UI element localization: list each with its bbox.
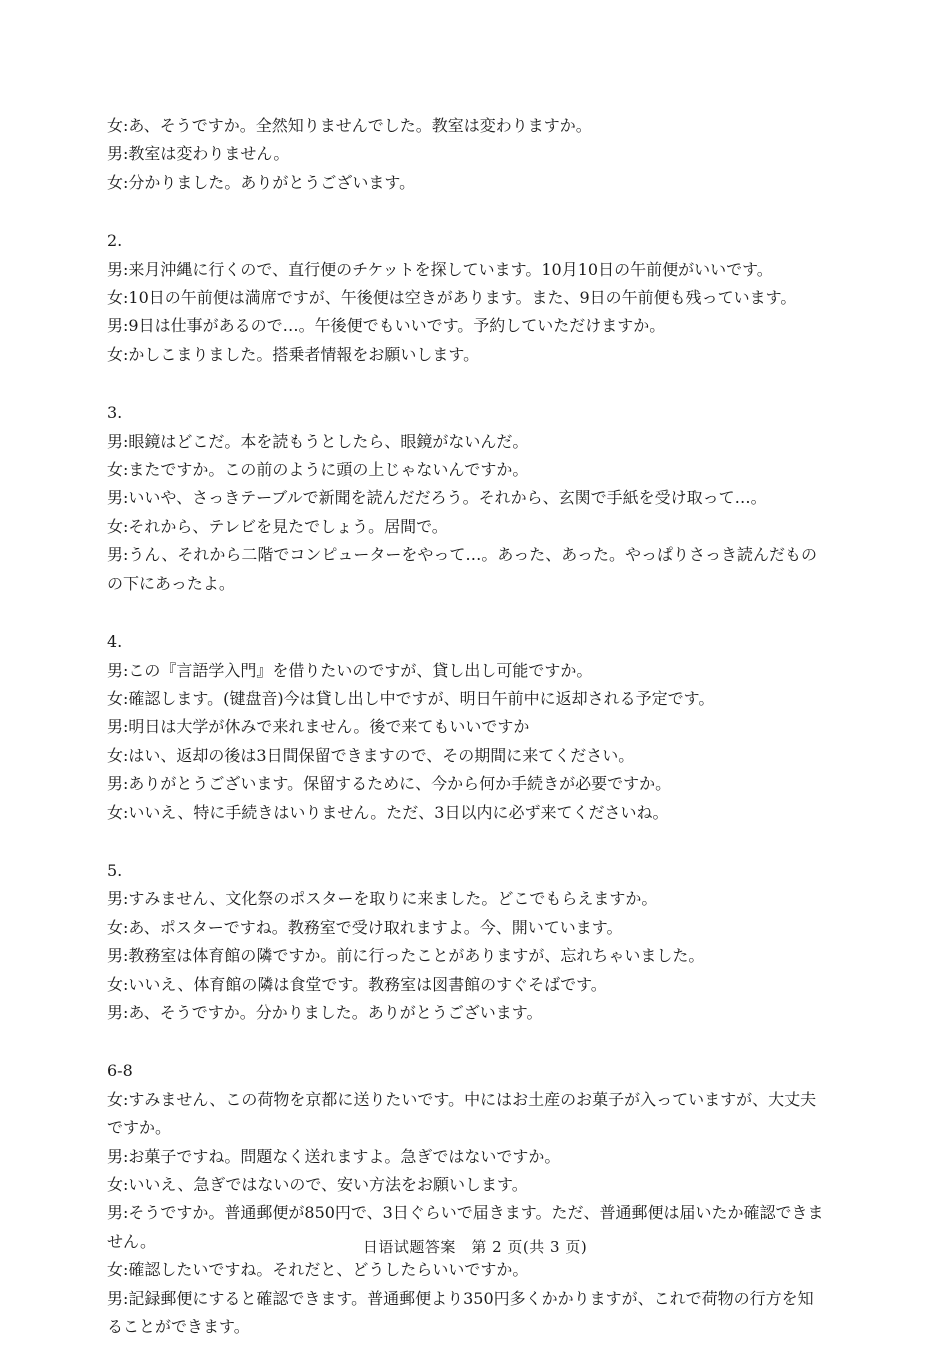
section-number: 3. (107, 403, 123, 423)
dialogue-line: 男:眼鏡はどこだ。本を読もうとしたら、眼鏡がないんだ。 (107, 431, 529, 451)
page-footer: 日语试题答案 第 2 页(共 3 页) (362, 1238, 588, 1256)
dialogue-line: 男:いいや、さっきテーブルで新聞を読んだだろう。それから、玄関で手紙を受け取って…。 (107, 488, 767, 508)
section-3 (107, 399, 827, 598)
dialogue-line: 女:分かりました。ありがとうございます。 (107, 172, 416, 192)
dialogue-line: 男:すみません、文化祭のポスターを取りに来ました。どこでもらえますか。 (107, 889, 658, 909)
transcript-body (107, 112, 827, 1341)
dialogue-line: 女:すみません、この荷物を京都に送りたいです。中にはお土産のお菓子が入っていますが、大丈夫ですか。 (107, 1089, 817, 1138)
section-number: 6-8 (107, 1061, 133, 1081)
dialogue-line: 男:来月沖縄に行くので、直行便のチケットを探しています。10月10日の午前便がいいです。 (107, 259, 773, 279)
dialogue-line: 女:またですか。この前のように頭の上じゃないんですか。 (107, 460, 529, 480)
section-2 (107, 227, 827, 369)
dialogue-line: 女:いいえ、体育館の隣は食堂です。教務室は図書館のすぐそばです。 (107, 974, 607, 994)
dialogue-line: 女:はい、返却の後は3日間保留できますので、その期間に来てください。 (107, 745, 635, 765)
dialogue-line: 男:この『言語学入門』を借りたいのですが、貸し出し可能ですか。 (107, 660, 593, 680)
dialogue-line: 男:教室は変わりません。 (107, 144, 290, 164)
dialogue-line: 男:記録郵便にすると確認できます。普通郵便より350円多くかかりますが、これで荷物の行方を知ることができます。 (107, 1288, 814, 1337)
section-4 (107, 628, 827, 827)
dialogue-line: 女:確認したいですね。それだと、どうしたらいいですか。 (107, 1260, 529, 1280)
dialogue-line: 男:あ、そうですか。分かりました。ありがとうございます。 (107, 1002, 543, 1022)
carryover-dialogue (107, 112, 827, 197)
dialogue-line: 女:かしこまりました。搭乗者情報をお願いします。 (107, 344, 480, 364)
dialogue-line: 女:いいえ、急ぎではないので、安い方法をお願いします。 (107, 1175, 528, 1194)
dialogue-line: 女:10日の午前便は満席ですが、午後便は空きがあります。また、9日の午前便も残っています。 (107, 288, 797, 308)
dialogue-line: 男:お菓子ですね。問題なく送れますよ。急ぎではないですか。 (107, 1146, 561, 1166)
dialogue-line: 男:教務室は体育館の隣ですか。前に行ったことがありますが、忘れちゃいました。 (107, 946, 705, 966)
dialogue-line: 男:明日は大学が休みで来れません。後で来てもいいですか (107, 717, 530, 737)
dialogue-line: 女:確認します。(键盘音)今は貸し出し中ですが、明日午前中に返却される予定です。 (107, 688, 715, 708)
dialogue-line: 男:そうですか。普通郵便が850円で、3日ぐらいで届きます。ただ、普通郵便は届いたか確認できません。 (107, 1203, 824, 1251)
dialogue-line: 女:あ、そうですか。全然知りませんでした。教室は変わりますか。 (107, 116, 592, 135)
dialogue-line: 男:ありがとうございます。保留するために、今から何か手続きが必要ですか。 (107, 774, 672, 794)
section-number: 4. (107, 632, 123, 652)
dialogue-line: 男:9日は仕事があるので…。午後便でもいいです。予約していただけますか。 (107, 316, 666, 336)
section-number: 2. (107, 231, 123, 251)
dialogue-line: 女:それから、テレビを見たでしょう。居間で。 (107, 516, 448, 536)
section-number: 5. (107, 860, 123, 880)
dialogue-line: 男:うん、それから二階でコンピューターをやって…。あった、あった。やっぱりさっき読んだものの下にあったよ。 (107, 545, 818, 593)
dialogue-line: 女:いいえ、特に手続きはいりません。ただ、3日以内に必ず来てくださいね。 (107, 802, 669, 822)
section-5 (107, 857, 827, 1027)
section-6-8 (107, 1057, 827, 1341)
dialogue-line: 女:あ、ポスターですね。教務室で受け取れますよ。今、開いています。 (107, 917, 623, 937)
